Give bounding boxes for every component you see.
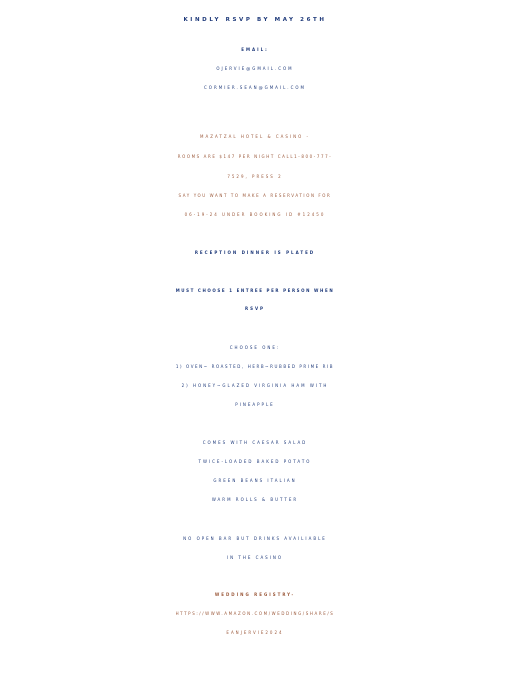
hotel-booking-line: 06-19-24 UNDER BOOKING ID #12450 xyxy=(184,212,326,217)
registry-label: WEDDING REGISTRY- xyxy=(214,592,296,597)
rsvp-heading: KINDLY RSVP BY MAY 26TH xyxy=(183,17,327,23)
hotel-rate-line: ROOMS ARE $147 PER NIGHT CALL1-800-777- xyxy=(177,154,333,159)
entree-option-1: 1) OVEN~ ROASTED, HERB~RUBBED PRIME RIB xyxy=(175,364,335,369)
dinner-instruction-line-2: RSVP xyxy=(245,306,265,311)
side-item-3: GREEN BEANS ITALIAN xyxy=(213,478,297,483)
bar-note-line-2: IN THE CASINO xyxy=(226,555,284,560)
hotel-name-line: MAZATZAL HOTEL & CASINO - xyxy=(200,134,310,139)
side-item-2: TWICE-LOADED BAKED POTATO xyxy=(198,459,312,464)
email-label: EMAIL: xyxy=(241,47,269,52)
entree-option-2-continued: PINEAPPLE xyxy=(235,402,275,407)
entree-choice-heading: CHOOSE ONE: xyxy=(229,345,281,350)
dinner-instruction-line-1: MUST CHOOSE 1 ENTREE PER PERSON WHEN xyxy=(175,288,335,293)
entree-option-2: 2) HONEY~GLAZED VIRGINIA HAM WITH xyxy=(181,383,329,388)
side-item-4: WARM ROLLS & BUTTER xyxy=(211,497,299,502)
email-address-1[interactable]: OJERVIE@GMAIL.COM xyxy=(216,66,294,71)
hotel-phone-line: 7529, PRESS 2 xyxy=(227,174,283,179)
hotel-reservation-line: SAY YOU WANT TO MAKE A RESERVATION FOR xyxy=(178,193,332,198)
registry-url-line-1[interactable]: HTTPS://WWW.AMAZON.COM/WEDDING/SHARE/S xyxy=(175,611,335,616)
bar-note-line-1: NO OPEN BAR BUT DRINKS AVAILIABLE xyxy=(183,536,327,541)
registry-url-line-2[interactable]: EANJERVIE2024 xyxy=(226,630,284,635)
dinner-heading: RECEPTION DINNER IS PLATED xyxy=(194,250,316,255)
side-item-1: COMES WITH CAESAR SALAD xyxy=(202,440,308,445)
email-address-2[interactable]: CORMIER.SEAN@GMAIL.COM xyxy=(204,85,306,90)
